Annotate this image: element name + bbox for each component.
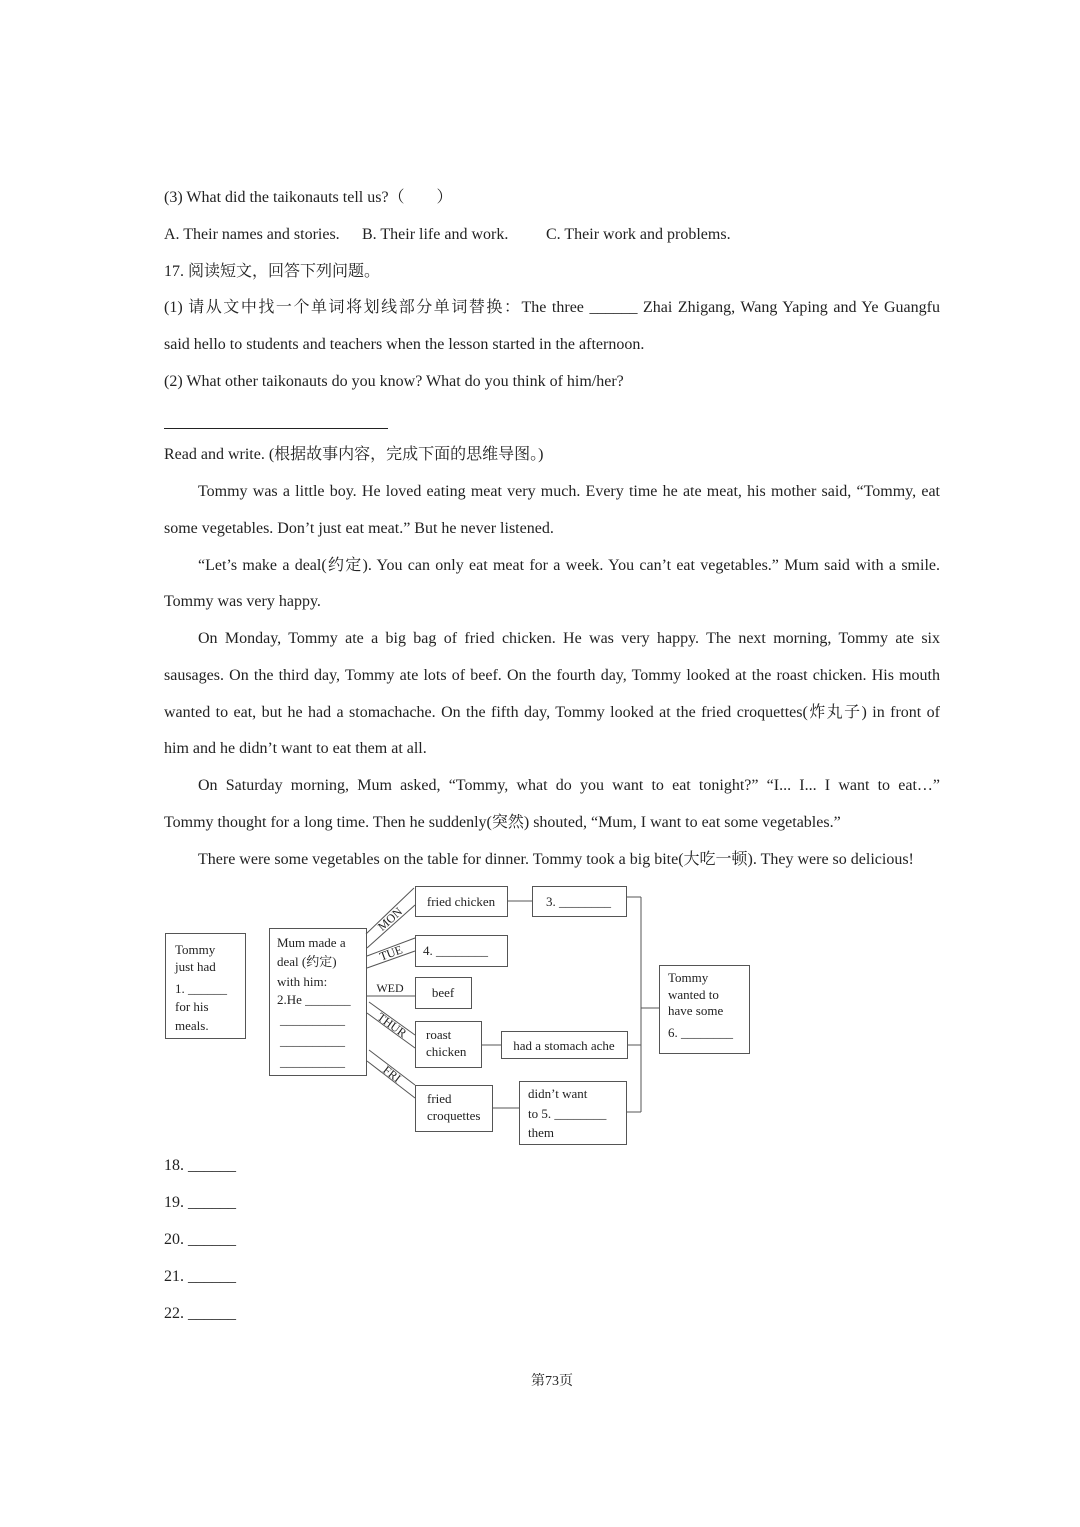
- thur-food-line: chicken: [426, 1044, 467, 1059]
- fri-food-line: croquettes: [427, 1108, 481, 1123]
- answer-line: [164, 428, 388, 429]
- story-line: On Monday, Tommy ate a big bag of fried chicken. He was very happy. The next morning, Tommy ate six: [198, 630, 940, 648]
- wed-food-text: beef: [431, 985, 455, 1000]
- option-c: C. Their work and problems.: [546, 225, 731, 243]
- mind-map-diagram: [160, 880, 760, 1150]
- question-17-part-1-line: (1) 请从文中找一个单词将划线部分单词替换：The three ______ Zhai Zhigang, Wang Yaping and Ye Guangfu: [164, 299, 940, 317]
- story-line: Tommy thought for a long time. Then he suddenly(突然) shouted, “Mum, I want to eat some vegetables.”: [164, 814, 841, 832]
- deal-box-blank-line: __________: [280, 1054, 345, 1069]
- story-line: “Let’s make a deal(约定). You can only eat meat for a week. You can’t eat vegetables.” Mum said with a smile.: [198, 556, 940, 574]
- story-line: Tommy was a little boy. He loved eating meat very much. Every time he ate meat, his mother said, “Tommy, eat: [198, 483, 940, 501]
- story-line: sausages. On the third day, Tommy ate lots of beef. On the fourth day, Tommy looked at the roast chicken. His mouth: [164, 666, 940, 684]
- read-and-write-instruction: Read and write. (根据故事内容，完成下面的思维导图。): [164, 446, 544, 464]
- mon-result-blank-3: 3. ________: [546, 894, 611, 909]
- start-box-line: for his: [175, 999, 209, 1014]
- day-label-wed: WED: [376, 981, 404, 995]
- deal-box-line: with him:: [277, 974, 328, 989]
- answer-blank-20: 20. ______: [164, 1230, 236, 1248]
- fri-result-blank-5: to 5. ________: [528, 1106, 607, 1121]
- start-box-blank-1: 1. ______: [175, 981, 227, 996]
- story-line: On Saturday morning, Mum asked, “Tommy, what do you want to eat tonight?” “I... I... I want to eat…”: [198, 777, 940, 795]
- question-17-part-2: (2) What other taikonauts do you know? What do you think of him/her?: [164, 372, 624, 390]
- day-label-thur: THUR: [374, 1009, 410, 1041]
- day-label-tue: TUE: [377, 942, 405, 964]
- question-3-stem: (3) What did the taikonauts tell us?（ ）: [164, 189, 453, 206]
- mon-food-text: fried chicken: [426, 894, 496, 909]
- answer-blanks: [164, 1148, 940, 1332]
- deal-box-line: Mum made a: [277, 935, 346, 950]
- deal-box-line: deal (约定): [277, 954, 337, 969]
- fri-result-line: didn’t want: [528, 1086, 588, 1101]
- end-box-line: have some: [668, 1003, 724, 1018]
- thur-food-line: roast: [426, 1027, 452, 1042]
- tue-food-blank-4: 4. ________: [423, 943, 488, 958]
- day-label-mon: MON: [374, 904, 406, 934]
- deal-box-blank-2: 2.He _______: [277, 992, 351, 1007]
- end-box-line: wanted to: [668, 987, 719, 1002]
- question-17-title: 17. 阅读短文，回答下列问题。: [164, 262, 381, 280]
- day-label-fri: FRI: [380, 1062, 404, 1086]
- question-17-part-1-line: said hello to students and teachers when the lesson started in the afternoon.: [164, 336, 645, 354]
- deal-box-blank-line: __________: [280, 1012, 345, 1027]
- answer-blank-18: 18. ______: [164, 1157, 236, 1174]
- answer-blank-22: 22. ______: [164, 1304, 236, 1322]
- option-a: A. Their names and stories.: [164, 225, 340, 243]
- answer-blank-19: 19. ______: [164, 1193, 236, 1211]
- thur-result-text: had a stomach ache: [513, 1038, 615, 1053]
- story-line: Tommy was very happy.: [164, 593, 321, 611]
- story-line: him and he didn’t want to eat them at all.: [164, 740, 427, 758]
- start-box-line: Tommy: [175, 942, 216, 957]
- answer-blank-21: 21. ______: [164, 1267, 236, 1285]
- start-box-line: meals.: [175, 1018, 209, 1033]
- question-3-options: [164, 217, 940, 254]
- end-box-blank-6: 6. ________: [668, 1025, 733, 1040]
- story-line: wanted to eat, but he had a stomachache. On the fifth day, Tommy looked at the fried croquettes(炸丸子) in front of: [164, 703, 940, 721]
- answer-row: [164, 401, 940, 438]
- page-number: 第73页: [531, 1374, 573, 1389]
- fri-result-line: them: [528, 1125, 554, 1140]
- story-line: There were some vegetables on the table for dinner. Tommy took a big bite(大吃一顿). They were so delicious!: [198, 850, 914, 868]
- deal-box-blank-line: __________: [280, 1033, 345, 1048]
- story-line: some vegetables. Don’t just eat meat.” But he never listened.: [164, 519, 554, 537]
- start-box-line: just had: [175, 959, 216, 974]
- option-b: B. Their life and work.: [362, 225, 509, 243]
- end-box-line: Tommy: [668, 970, 709, 985]
- question-text-block: [164, 180, 940, 879]
- fri-food-line: fried: [427, 1091, 452, 1106]
